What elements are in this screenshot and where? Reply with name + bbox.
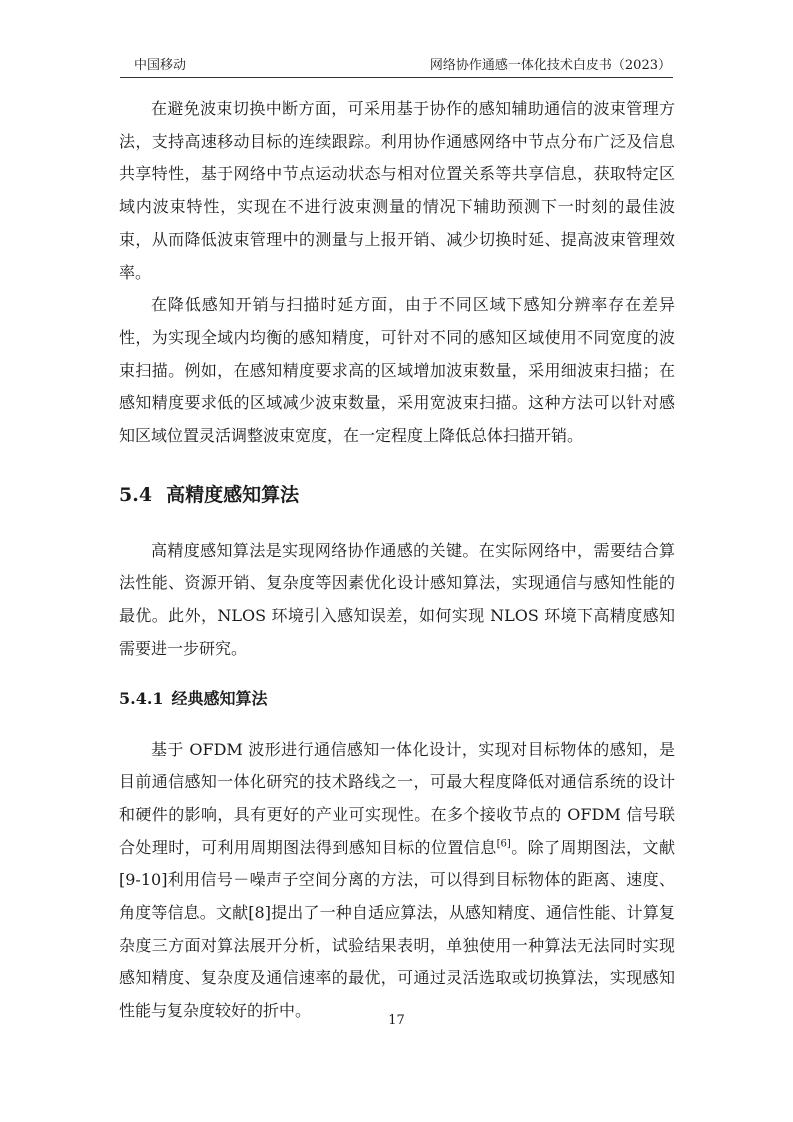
header-organization: 中国移动 [134, 58, 187, 73]
header-document-title: 网络协作通感一体化技术白皮书（2023） [429, 58, 671, 73]
paragraph-beam-switching: 在避免波束切换中断方面，可采用基于协作的感知辅助通信的波束管理方法，支持高速移动目标的连续跟踪。利用协作通感网络中节点分布广泛及信息共享特性，基于网络中节点运动状态与相对位置关系等共享信息，获取特定区域内波束特性，实现在不进行波束测量的情况下辅助预测下一时刻的最佳波束，从而降低波束管理中的测量与上报开销、减少切换时延、提高波束管理效率。 [119, 99, 675, 282]
subsection-title: 经典感知算法 [171, 688, 268, 708]
section-intro-paragraph: 高精度感知算法是实现网络协作通感的关键。在实际网络中，需要结合算法性能、资源开销、复杂度等因素优化设计感知算法，实现通信与感知性能的最优。此外，NLOS 环境引入感知误差，如何实现 NLOS 环境下高精度感知需要进一步研究。 [119, 540, 675, 658]
subsection-paragraph [119, 734, 675, 1028]
page-header [120, 50, 673, 72]
subsection-number: 5.4.1 [119, 688, 164, 708]
subsection-heading [119, 685, 675, 713]
citation-reference: [6] [496, 838, 511, 850]
paragraph-scan-overhead: 在降低感知开销与扫描时延方面，由于不同区域下感知分辨率存在差异性，为实现全域内均衡的感知精度，可针对不同的感知区域使用不同宽度的波束扫描。例如，在感知精度要求高的区域增加波束数量，采用细波束扫描；在感知精度要求低的区域减少波束数量，采用宽波束扫描。这种方法可以针对感知区域位置灵活调整波束宽度，在一定程度上降低总体扫描开销。 [119, 295, 675, 446]
section-number: 5.4 [119, 483, 153, 506]
section-heading [119, 480, 675, 510]
page-body [119, 93, 675, 1028]
section-title: 高精度感知算法 [166, 483, 300, 506]
subsection-paragraph-part1: 基于 OFDM 波形进行通信感知一体化设计，实现对目标物体的感知，是目前通信感知一体化研究的技术路线之一，可最大程度降低对通信系统的设计和硬件的影响，具有更好的产业可实现性。在多个接收节点的 OFDM 信号联合处理时，可利用周期图法得到感知目标的位置信息 [119, 739, 675, 857]
header-divider [120, 77, 673, 78]
subsection-paragraph-part2: 。除了周期图法，文献[9-10]利用信号－噪声子空间分离的方法，可以得到目标物体的距离、速度、角度等信息。文献[8]提出了一种自适应算法，从感知精度、通信性能、计算复杂度三方面对算法展开分析，试验结果表明，单独使用一种算法无法同时实现感知精度、复杂度及通信速率的最优，可通过灵活选取或切换算法，实现感知性能与复杂度较好的折中。 [119, 837, 675, 1021]
page-number: 17 [388, 1013, 405, 1028]
